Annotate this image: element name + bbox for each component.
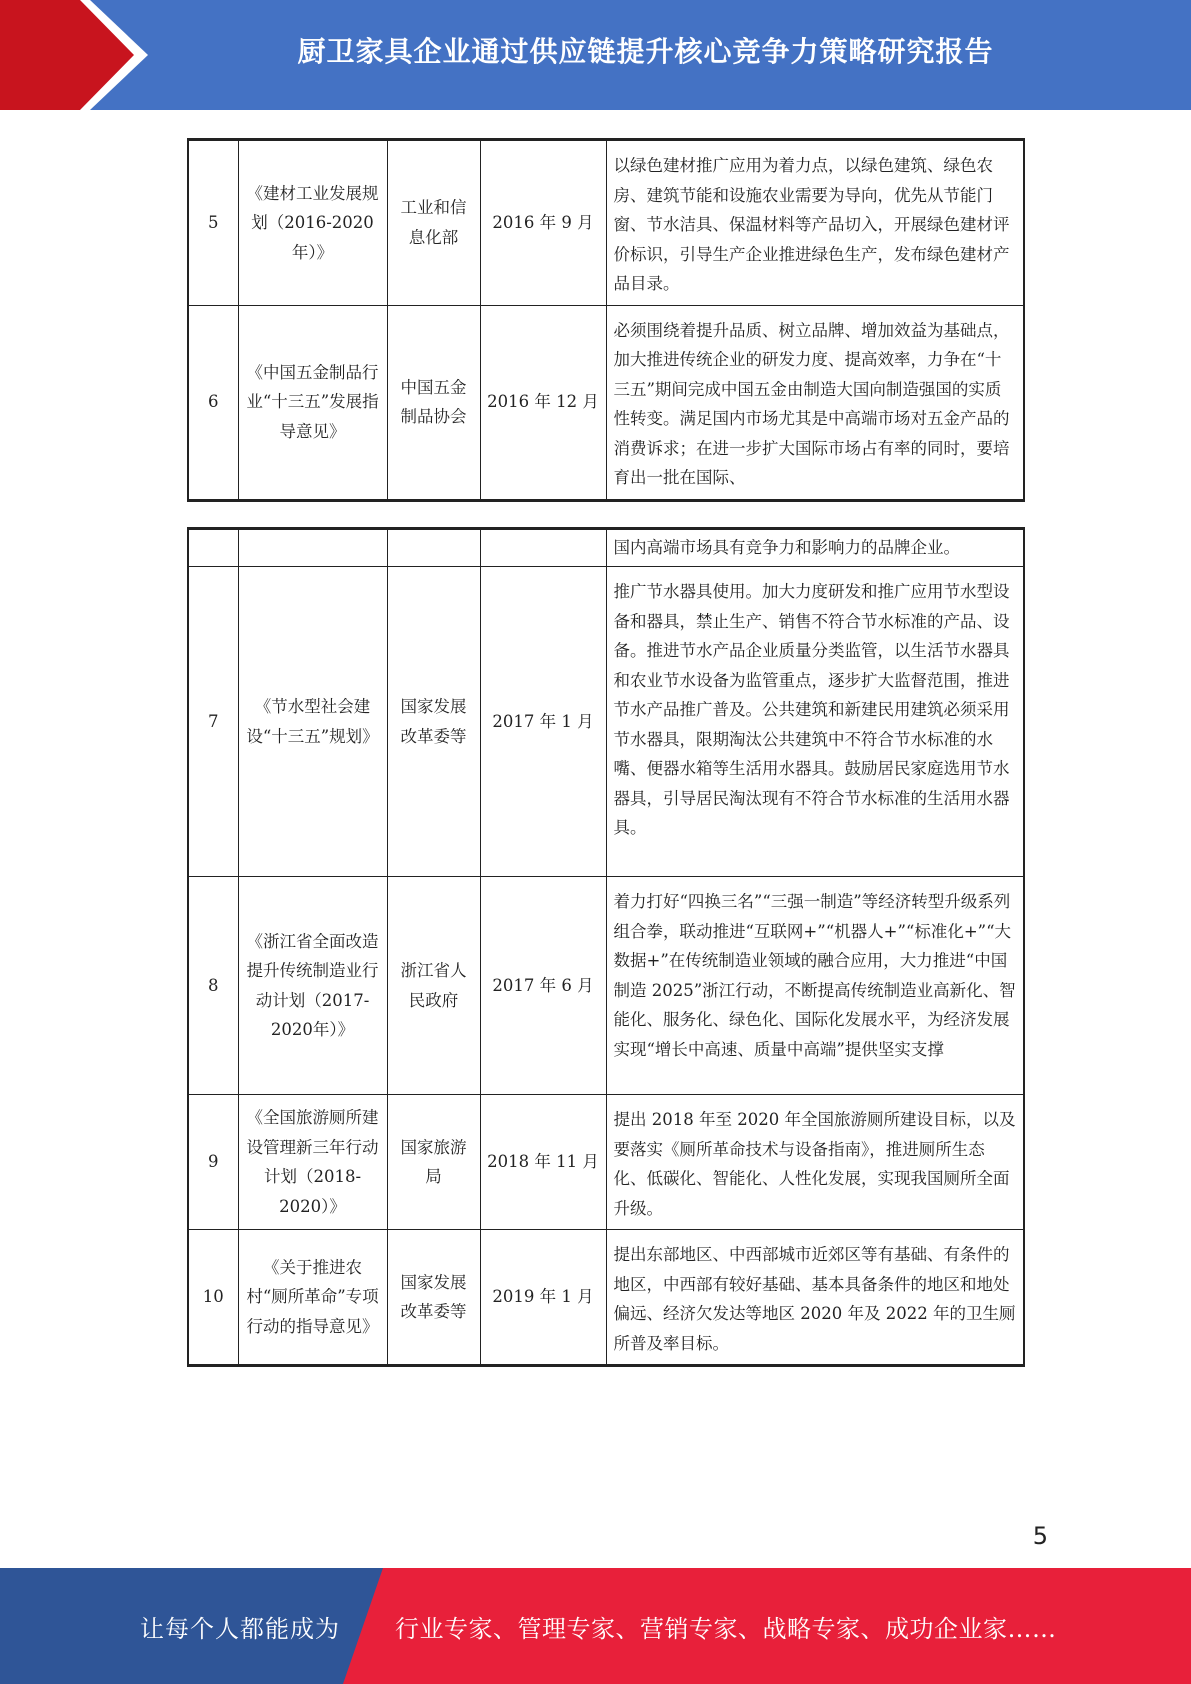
policy-content-continued: 国内高端市场具有竞争力和影响力的品牌企业。 — [606, 529, 1024, 567]
policy-content: 必须围绕着提升品质、树立品牌、增加效益为基础点，加大推进传统企业的研发力度、提高效率，力争在“十三五”期间完成中国五金由制造大国向制造强国的实质性转变。满足国内市场尤其是中高端市场对五金产品的消费诉求；在进一步扩大国际市场占有率的同时，要培育出一批在国际、 — [606, 305, 1024, 500]
footer-slogan-left: 让每个人都能成为 — [140, 1614, 340, 1643]
row-number: 6 — [188, 305, 238, 500]
policy-document: 《浙江省全面改造提升传统制造业行动计划（2017-2020年）》 — [238, 877, 387, 1095]
policy-table-part2 — [187, 527, 1025, 1367]
issue-date: 2017 年 6 月 — [480, 877, 606, 1095]
issue-date: 2017 年 1 月 — [480, 567, 606, 877]
policy-table-part1 — [187, 138, 1025, 502]
table-row — [188, 305, 1024, 500]
issue-date: 2016 年 9 月 — [480, 140, 606, 306]
issuing-body: 中国五金制品协会 — [387, 305, 480, 500]
row-number: 10 — [188, 1230, 238, 1366]
policy-document: 《节水型社会建设“十三五”规划》 — [238, 567, 387, 877]
footer-slogan-right: 行业专家、管理专家、营销专家、战略专家、成功企业家…… — [395, 1614, 1057, 1643]
policy-content: 提出 2018 年至 2020 年全国旅游厕所建设目标，以及要落实《厕所革命技术与设备指南》，推进厕所生态化、低碳化、智能化、人性化发展，实现我国厕所全面升级。 — [606, 1095, 1024, 1230]
policy-document: 《建材工业发展规划（2016-2020年）》 — [238, 140, 387, 306]
policy-document: 《全国旅游厕所建设管理新三年行动计划（2018-2020）》 — [238, 1095, 387, 1230]
issuing-body: 工业和信息化部 — [387, 140, 480, 306]
issuing-body: 国家发展改革委等 — [387, 567, 480, 877]
table-row-continuation — [188, 529, 1024, 567]
issue-date: 2019 年 1 月 — [480, 1230, 606, 1366]
policy-document: 《关于推进农村“厕所革命”专项行动的指导意见》 — [238, 1230, 387, 1366]
issuing-body: 浙江省人民政府 — [387, 877, 480, 1095]
table-row — [188, 1095, 1024, 1230]
policy-document: 《中国五金制品行业“十三五”发展指导意见》 — [238, 305, 387, 500]
issue-date: 2016 年 12 月 — [480, 305, 606, 500]
policy-content: 以绿色建材推广应用为着力点，以绿色建筑、绿色农房、建筑节能和设施农业需要为导向，优先从节能门窗、节水洁具、保温材料等产品切入，开展绿色建材评价标识，引导生产企业推进绿色生产，发布绿色建材产品目录。 — [606, 140, 1024, 306]
row-number: 7 — [188, 567, 238, 877]
table-row — [188, 1230, 1024, 1366]
policy-content: 推广节水器具使用。加大力度研发和推广应用节水型设备和器具，禁止生产、销售不符合节水标准的产品、设备。推进节水产品企业质量分类监管，以生活节水器具和农业节水设备为监管重点，逐步扩大监督范围，推进节水产品推广普及。公共建筑和新建民用建筑必须采用节水器具，限期淘汰公共建筑中不符合节水标准的水嘴、便器水箱等生活用水器具。鼓励居民家庭选用节水器具，引导居民淘汰现有不符合节水标准的生活用水器具。 — [606, 567, 1024, 877]
row-number: 9 — [188, 1095, 238, 1230]
header-red-chevron — [0, 0, 150, 110]
issue-date: 2018 年 11 月 — [480, 1095, 606, 1230]
table-row — [188, 567, 1024, 877]
page-number: 5 — [1032, 1522, 1048, 1550]
document-title: 厨卫家具企业通过供应链提升核心竞争力策略研究报告 — [297, 35, 994, 68]
row-number: 5 — [188, 140, 238, 306]
issuing-body: 国家旅游局 — [387, 1095, 480, 1230]
table-row — [188, 140, 1024, 306]
row-number: 8 — [188, 877, 238, 1095]
policy-content: 提出东部地区、中西部城市近郊区等有基础、有条件的地区，中西部有较好基础、基本具备条件的地区和地处偏远、经济欠发达等地区 2020 年及 2022 年的卫生厕所普及率目标。 — [606, 1230, 1024, 1366]
table-row — [188, 877, 1024, 1095]
policy-content: 着力打好“四换三名”“三强一制造”等经济转型升级系列组合拳，联动推进“互联网+”“机器人+”“标准化+”“大数据+”在传统制造业领域的融合应用，大力推进“中国制造 2025”浙江行动，不断提高传统制造业高新化、智能化、服务化、绿色化、国际化发展水平，为经济发展实现“增长中高速、质量中高端”提供坚实支撑 — [606, 877, 1024, 1095]
page-footer — [0, 1568, 1191, 1684]
issuing-body: 国家发展改革委等 — [387, 1230, 480, 1366]
page-header — [0, 0, 1191, 110]
